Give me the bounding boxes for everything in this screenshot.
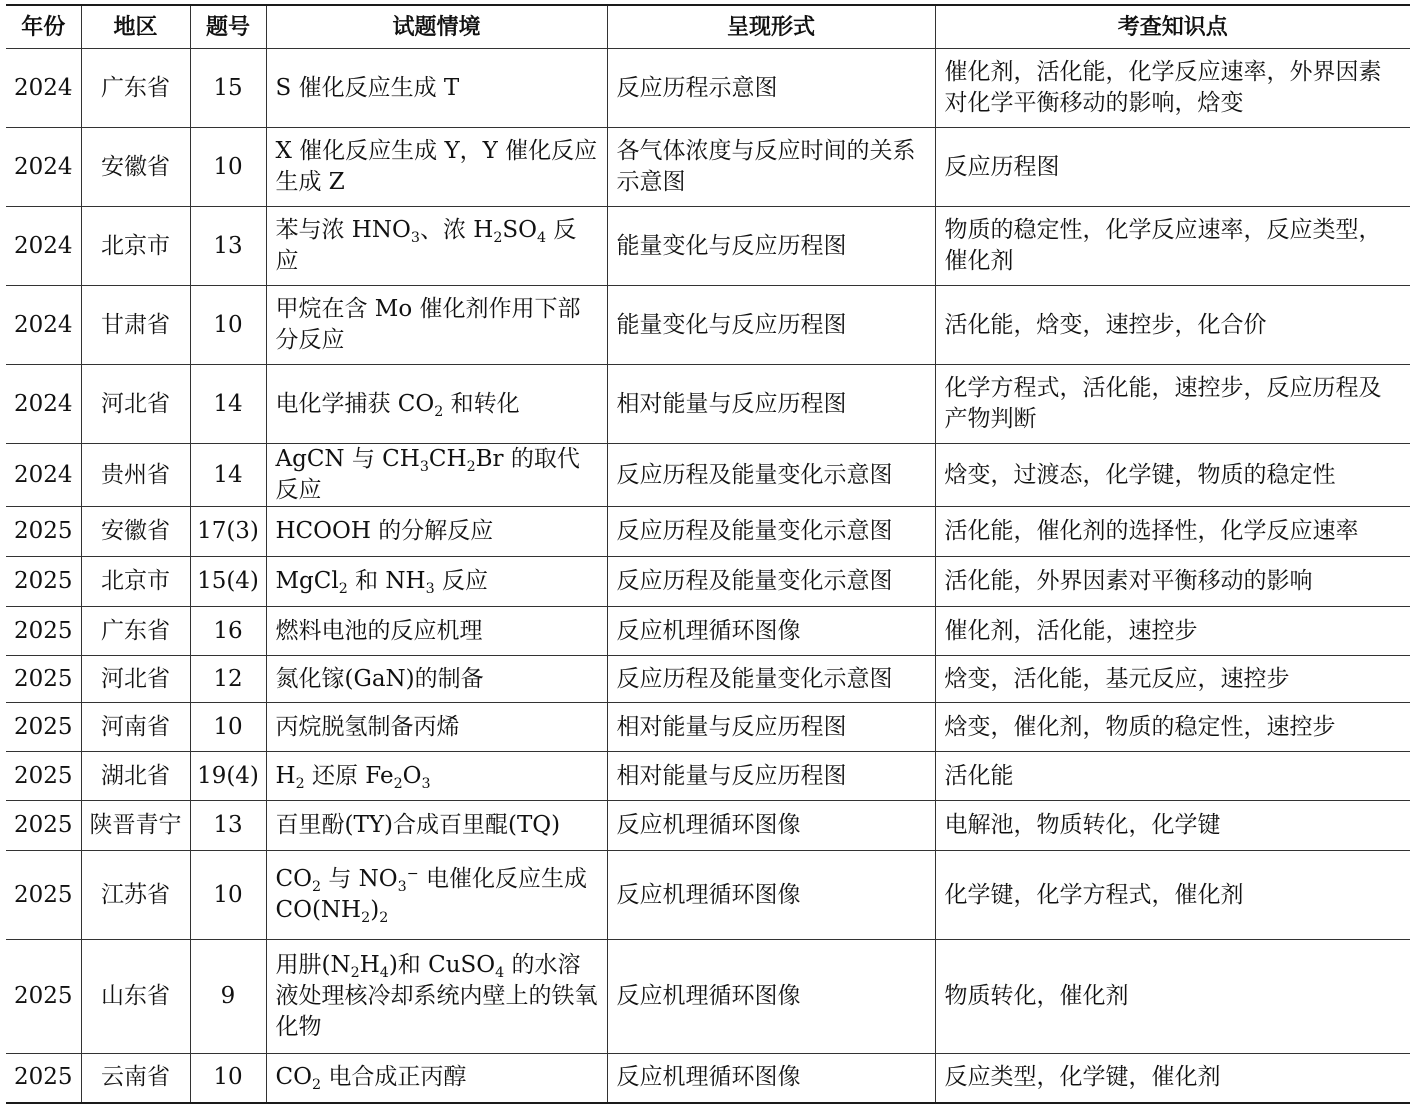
cell-region: 安徽省 [81,507,190,557]
subscript: 2 [338,580,348,597]
cell-region: 陕晋青宁 [81,801,190,851]
cell-question-context [266,507,607,557]
cell-year: 2025 [6,607,81,656]
context-text: 还原 Fe [304,762,394,789]
subscript: 2 [361,909,371,926]
cell-knowledge-points: 电解池，物质转化，化学键 [935,801,1410,851]
cell-presentation-form: 相对能量与反应历程图 [607,365,935,444]
cell-year: 2025 [6,851,81,940]
cell-question-number: 16 [190,607,266,656]
cell-presentation-form: 相对能量与反应历程图 [607,703,935,752]
exam-question-table [6,4,1410,1104]
cell-year: 2024 [6,207,81,286]
table-row [6,128,1410,207]
context-text: 丙烷脱氢制备丙烯 [275,713,460,740]
subscript: 2 [434,403,444,420]
cell-year: 2024 [6,286,81,365]
subscript: 3 [419,458,429,475]
cell-year: 2024 [6,365,81,444]
cell-question-number: 15(4) [190,557,266,607]
cell-question-number: 12 [190,656,266,703]
cell-knowledge-points: 物质的稳定性，化学反应速率，反应类型，催化剂 [935,207,1410,286]
cell-region: 云南省 [81,1054,190,1103]
context-text: H [359,952,380,978]
subscript: 4 [379,964,389,981]
subscript: 3 [421,775,431,792]
cell-question-context [266,607,607,656]
table-row [6,286,1410,365]
cell-question-number: 14 [190,444,266,507]
context-text: )和 CuSO [388,952,496,978]
cell-region: 河北省 [81,365,190,444]
subscript: 2 [493,229,503,246]
subscript: 3 [410,229,420,246]
cell-region: 湖北省 [81,752,190,801]
cell-year: 2024 [6,49,81,128]
context-text: MgCl [275,568,339,594]
cell-question-number: 13 [190,801,266,851]
context-text: H [275,762,296,789]
cell-question-context [266,207,607,286]
subscript: 2 [311,1077,322,1094]
cell-question-number: 14 [190,365,266,444]
context-text: 苯与浓 HNO [275,217,411,243]
cell-knowledge-points: 焓变，催化剂，物质的稳定性，速控步 [935,703,1410,752]
cell-presentation-form: 反应机理循环图像 [607,851,935,940]
cell-question-number: 13 [190,207,266,286]
cell-year: 2025 [6,557,81,607]
subscript: 4 [537,229,547,246]
subscript: 2 [350,964,360,981]
cell-question-number: 10 [190,128,266,207]
cell-question-context [266,49,607,128]
cell-region: 广东省 [81,49,190,128]
cell-presentation-form: 反应历程及能量变化示意图 [607,557,935,607]
cell-presentation-form: 相对能量与反应历程图 [607,752,935,801]
table-header [6,5,1410,49]
table-row [6,940,1410,1054]
cell-region: 河北省 [81,656,190,703]
context-text: 用肼(N [275,952,351,978]
cell-knowledge-points: 化学键，化学方程式，催化剂 [935,851,1410,940]
cell-question-number: 10 [190,1054,266,1103]
header-region: 地区 [81,5,190,49]
cell-question-number: 10 [190,851,266,940]
header-knowledge-points: 考查知识点 [935,5,1410,49]
cell-question-context [266,940,607,1054]
cell-presentation-form: 反应机理循环图像 [607,1054,935,1103]
header-question-number: 题号 [190,5,266,49]
cell-region: 河南省 [81,703,190,752]
cell-knowledge-points: 活化能 [935,752,1410,801]
table-row [6,49,1410,128]
context-text: O [402,762,422,789]
context-text: 百里酚(TY)合成百里醌(TQ) [275,812,561,838]
cell-question-number: 15 [190,49,266,128]
cell-knowledge-points: 活化能，外界因素对平衡移动的影响 [935,557,1410,607]
cell-knowledge-points: 活化能，催化剂的选择性，化学反应速率 [935,507,1410,557]
subscript: 2 [295,775,305,792]
cell-knowledge-points: 催化剂，活化能，化学反应速率，外界因素对化学平衡移动的影响，焓变 [935,49,1410,128]
cell-year: 2024 [6,444,81,507]
context-text: 电合成正丙醇 [321,1064,467,1091]
subscript: 2 [311,878,322,895]
table-row [6,851,1410,940]
context-text: SO [502,217,538,243]
context-text: 燃料电池的反应机理 [275,617,483,644]
cell-knowledge-points: 化学方程式，活化能，速控步，反应历程及产物判断 [935,365,1410,444]
cell-presentation-form: 反应历程示意图 [607,49,935,128]
table-row [6,207,1410,286]
cell-year: 2025 [6,752,81,801]
cell-question-context [266,851,607,940]
cell-question-number: 10 [190,286,266,365]
context-text: HCOOH 的分解反应 [275,518,494,544]
cell-question-context [266,444,607,507]
header-row [6,5,1410,49]
cell-question-number: 10 [190,703,266,752]
context-text: 甲烷在含 Mo 催化剂作用下部分反应 [275,296,581,353]
cell-question-number: 9 [190,940,266,1054]
context-text: AgCN 与 CH [275,446,420,472]
cell-region: 江苏省 [81,851,190,940]
cell-question-context [266,752,607,801]
cell-question-context [266,128,607,207]
subscript: 3 [397,878,407,895]
cell-year: 2025 [6,507,81,557]
context-text: ) [370,897,380,923]
cell-presentation-form: 反应历程及能量变化示意图 [607,444,935,507]
cell-presentation-form: 能量变化与反应历程图 [607,207,935,286]
cell-question-number: 19(4) [190,752,266,801]
table-row [6,607,1410,656]
cell-question-context [266,557,607,607]
cell-region: 山东省 [81,940,190,1054]
cell-region: 甘肃省 [81,286,190,365]
cell-presentation-form: 反应机理循环图像 [607,607,935,656]
context-text: CO [275,866,312,892]
context-text: 、浓 H [419,217,494,243]
cell-presentation-form: 反应历程及能量变化示意图 [607,656,935,703]
cell-year: 2025 [6,1054,81,1103]
context-text: 与 NO [321,866,398,892]
cell-question-context [266,703,607,752]
context-text: S 催化反应生成 T [275,74,460,101]
context-text: X 催化反应生成 Y，Y 催化反应生成 Z [275,138,598,195]
table-row [6,507,1410,557]
cell-question-context [266,1054,607,1103]
cell-knowledge-points: 反应历程图 [935,128,1410,207]
subscript: 2 [466,458,476,475]
cell-year: 2025 [6,801,81,851]
cell-presentation-form: 各气体浓度与反应时间的关系示意图 [607,128,935,207]
context-text: 反应 [434,568,489,594]
table-row [6,656,1410,703]
cell-year: 2025 [6,940,81,1054]
table-row [6,752,1410,801]
context-text: 的水溶液处理核冷却系统内壁上的铁氧化物 [275,952,598,1040]
table-body [6,49,1410,1103]
cell-region: 贵州省 [81,444,190,507]
cell-region: 北京市 [81,557,190,607]
subscript: 2 [393,775,403,792]
table-row [6,444,1410,507]
cell-question-context [266,801,607,851]
superscript: − [406,866,419,883]
context-text: 和转化 [443,390,520,417]
subscript: 2 [379,909,389,926]
cell-region: 北京市 [81,207,190,286]
cell-presentation-form: 能量变化与反应历程图 [607,286,935,365]
cell-presentation-form: 反应机理循环图像 [607,801,935,851]
cell-question-number: 17(3) [190,507,266,557]
cell-knowledge-points: 物质转化，催化剂 [935,940,1410,1054]
cell-question-context [266,286,607,365]
cell-year: 2025 [6,656,81,703]
cell-question-context [266,365,607,444]
subscript: 3 [425,580,435,597]
cell-knowledge-points: 催化剂，活化能，速控步 [935,607,1410,656]
cell-region: 安徽省 [81,128,190,207]
cell-year: 2025 [6,703,81,752]
subscript: 4 [495,964,505,981]
context-text: 反应 [275,217,577,274]
cell-presentation-form: 反应历程及能量变化示意图 [607,507,935,557]
header-year: 年份 [6,5,81,49]
cell-region: 广东省 [81,607,190,656]
context-text: CH [428,446,467,472]
context-text: CO [275,1064,312,1091]
table-row [6,1054,1410,1103]
context-text: 电催化反应生成 CO(NH [275,866,587,923]
cell-knowledge-points: 反应类型，化学键，催化剂 [935,1054,1410,1103]
context-text: Br 的取代反应 [275,446,580,503]
table-row [6,703,1410,752]
header-question-context: 试题情境 [266,5,607,49]
cell-knowledge-points: 焓变，过渡态，化学键，物质的稳定性 [935,444,1410,507]
table-row [6,365,1410,444]
cell-knowledge-points: 活化能，焓变，速控步，化合价 [935,286,1410,365]
cell-question-context [266,656,607,703]
table-row [6,557,1410,607]
context-text: 和 NH [347,568,426,594]
cell-presentation-form: 反应机理循环图像 [607,940,935,1054]
context-text: 氮化镓(GaN)的制备 [275,665,484,692]
cell-year: 2024 [6,128,81,207]
header-presentation-form: 呈现形式 [607,5,935,49]
context-text: 电化学捕获 CO [275,390,435,417]
cell-knowledge-points: 焓变，活化能，基元反应，速控步 [935,656,1410,703]
table-row [6,801,1410,851]
